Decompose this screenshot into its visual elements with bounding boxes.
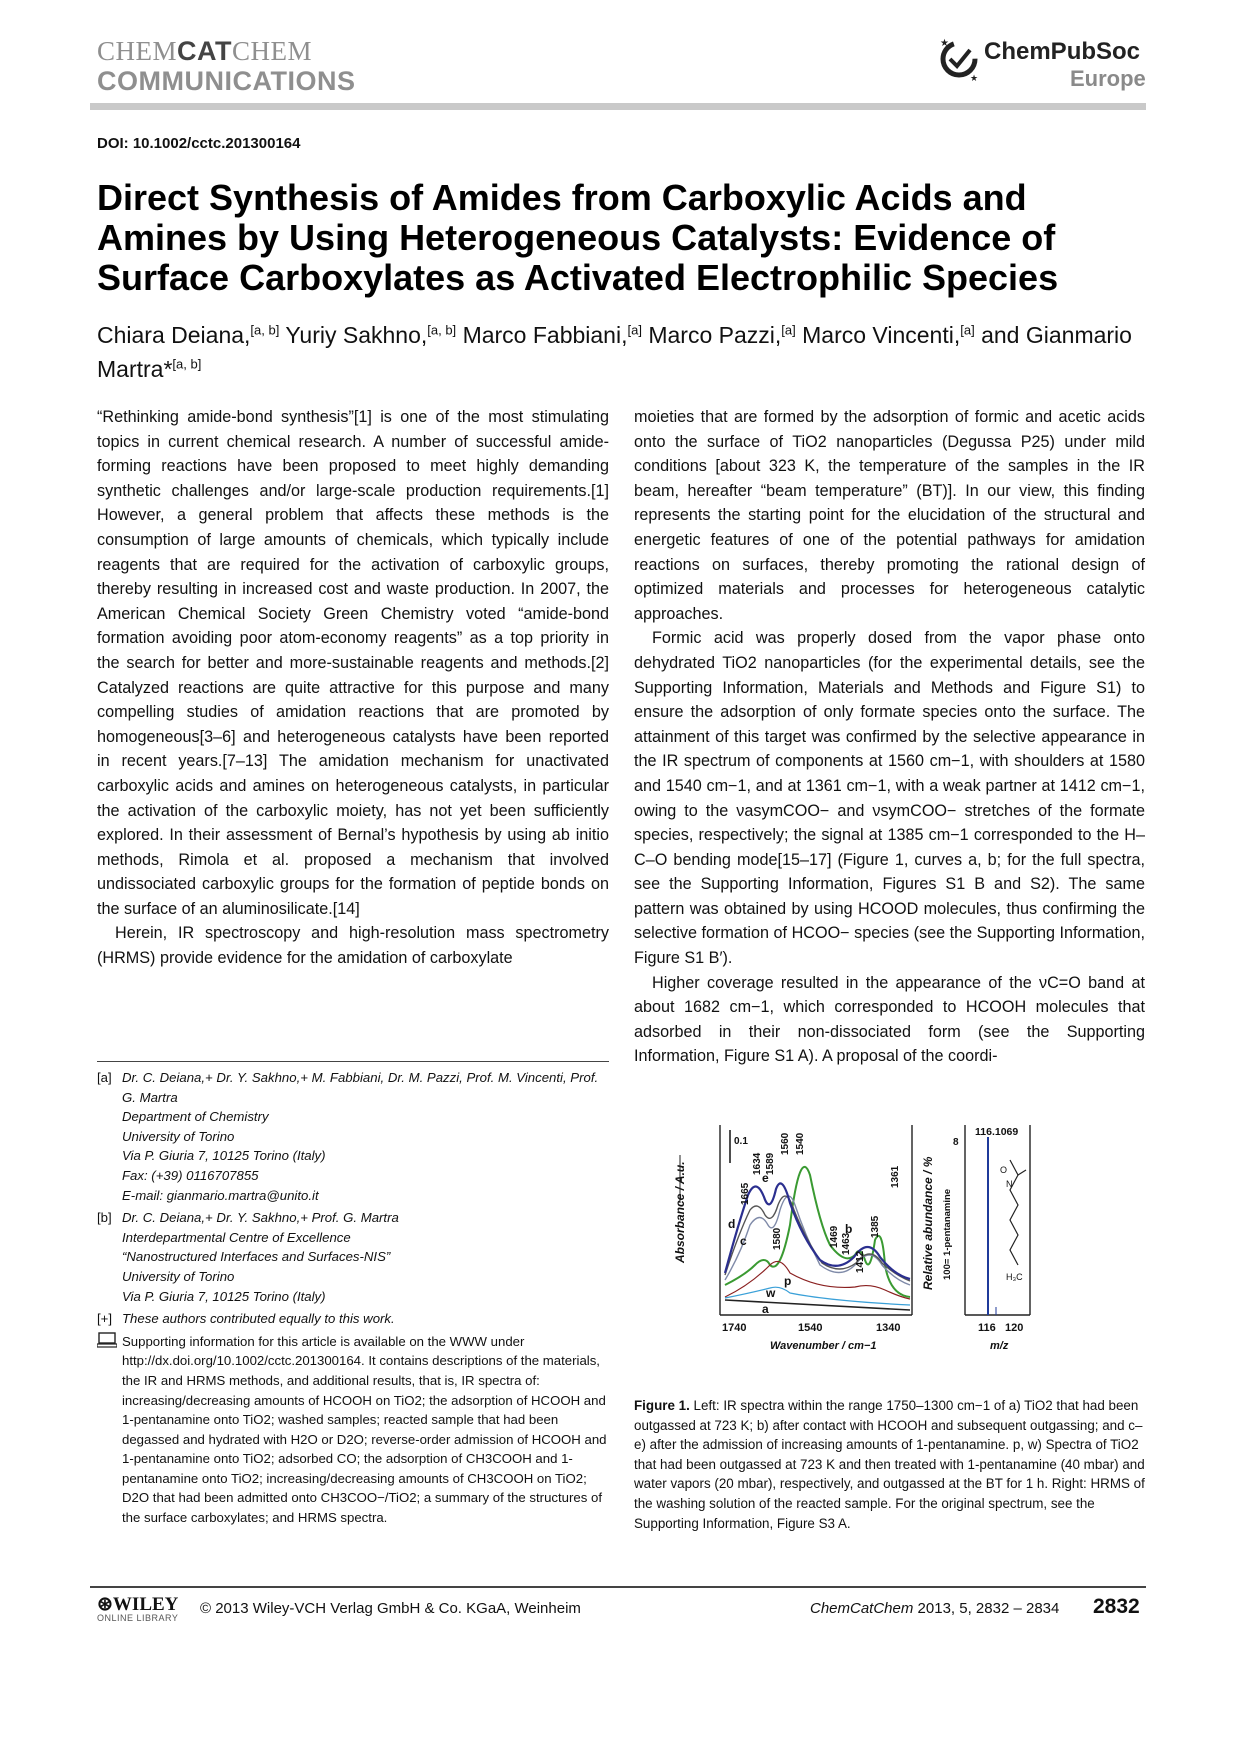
body-right-column	[634, 405, 1145, 1069]
right-y-label: Relative abundance / %	[921, 1156, 935, 1290]
svg-text:★: ★	[970, 73, 979, 83]
author: Marco Fabbiani,[a]	[462, 321, 642, 348]
affiliation-b: [b] Dr. C. Deiana,+ Dr. Y. Sakhno,+ Prof. G. Martra Interdepartmental Centre of Excellence “Nanostructured Interfaces and Surfaces-NIS” University of Torino Via P. Giuria 7, 10125 Torino (Italy)	[97, 1210, 399, 1304]
publisher-logo	[938, 34, 1148, 94]
publisher-name: ChemPubSoc	[984, 38, 1141, 65]
right-y-tick: 8	[953, 1137, 959, 1148]
mass-peak-label: 116.1069	[975, 1126, 1019, 1138]
svg-text:★: ★	[940, 38, 949, 49]
curve-label: a	[762, 1302, 769, 1316]
section-name: COMMUNICATIONS	[97, 66, 356, 96]
x-tick: 1740	[722, 1322, 747, 1334]
svg-text:O: O	[1000, 1165, 1008, 1175]
copyright: © 2013 Wiley-VCH Verlag GmbH & Co. KGaA, Weinheim	[200, 1600, 581, 1617]
author: Marco Pazzi,[a]	[648, 321, 796, 348]
author: Marco Vincenti,[a]	[802, 321, 975, 348]
paragraph: Formic acid was properly dosed from the vapor phase onto dehydrated TiO2 nanoparticles (for the experimental details, see the Supporting Information, Materials and Methods and Figure S1) to ensure the adsorption of only formate species onto the surface. The attainment of this target was confirmed by the selective appearance in the IR spectrum of components at 1560 cm−1, with shoulders at 1580 and 1540 cm−1, and at 1361 cm−1, with a weak partner at 1412 cm−1, owing to the νasymCOO− and νsymCOO− stretches of the formate species, respectively; the signal at 1385 cm−1 corresponded to the H–C–O bending mode[15–17] (Figure 1, curves a, b; for the full spectra, see the Supporting Information, Figures S1 B and S2). The same pattern was obtained by using HCOOD molecules, thus confirming the selective formation of HCOO− species (see the Supporting Information, Figure S1 B′).	[634, 629, 1145, 968]
curve-w	[725, 1287, 910, 1305]
curve-a	[725, 1300, 910, 1310]
peak-label: 1412	[855, 1250, 866, 1273]
curve-label: b	[845, 1222, 853, 1236]
left-y-label: Absorbance / A.u.	[673, 1161, 687, 1263]
peak-label: 1560	[780, 1132, 791, 1155]
curve-label: p	[784, 1274, 792, 1288]
curve-label: d	[728, 1217, 736, 1231]
publisher-logo-icon	[938, 34, 982, 84]
right-x-label: m/z	[990, 1340, 1009, 1352]
equal-contribution-note: [+] These authors contributed equally to this work.	[97, 1311, 395, 1327]
doi[interactable]: DOI: 10.1002/cctc.201300164	[97, 135, 301, 152]
paragraph: Herein, IR spectroscopy and high-resolution mass spectrometry (HRMS) provide evidence for the amidation of carboxylate	[97, 924, 609, 968]
author: Yuriy Sakhno,[a, b]	[285, 321, 457, 348]
caption-text: Left: IR spectra within the range 1750–1300 cm−1 of a) TiO2 that had been outgassed at 723 K; b) after contact with HCOOH and subsequent outgassing; and c–e) after the admission of increasing amounts of 1-pentanamine. p, w) Spectra of TiO2 that had been outgassed at 723 K and then treated with 1-pentanamine (40 mbar) and water vapors (20 mbar), respectively, and outgassed at the BT for 1 h. Right: HRMS of the washing solution of the reacted sample. For the original spectrum, see the Supporting Information, Figure S3 A.	[634, 1398, 1145, 1531]
header-rule	[90, 103, 1146, 110]
peak-label: 1361	[890, 1165, 901, 1188]
curve-label: e	[762, 1171, 769, 1185]
affiliation-a: [a] Dr. C. Deiana,+ Dr. Y. Sakhno,+ M. Fabbiani, Dr. M. Pazzi, Prof. M. Vincenti, Prof. G. Martra Department of Chemistry University of Torino Via P. Giuria 7, 10125 Torino (Italy) Fax: (+39) 0116707855 E-mail: gianmario.martra@unito.it	[97, 1068, 609, 1205]
article-title: Direct Synthesis of Amides from Carboxylic Acids and Amines by Using Heterogeneous Catalysts: Evidence of Surface Carboxylates as Activated Electrophilic Species	[97, 177, 1059, 298]
x-tick: 1540	[798, 1322, 823, 1334]
author: Chiara Deiana,[a, b]	[97, 321, 280, 348]
journal-name: CHEMCATCHEM	[97, 36, 313, 66]
journal-header	[97, 36, 355, 96]
wiley-logo[interactable]: ⊛WILEY ONLINE LIBRARY	[97, 1594, 179, 1623]
scale-label: 0.1	[734, 1136, 748, 1147]
figure-1	[670, 1115, 1140, 1355]
molecule-structure-icon	[1010, 1160, 1026, 1265]
footer-rule	[90, 1586, 1146, 1588]
citation: ChemCatChem 2013, 5, 2832 – 2834	[810, 1600, 1060, 1617]
affiliations	[97, 1068, 609, 1531]
paragraph: Higher coverage resulted in the appearance of the νC=O band at about 1682 cm−1, which corresponded to HCOOH molecules that adsorbed in their non-dissociated form (see the Supporting Information, Figure S1 A). A proposal of the coordi-	[634, 973, 1145, 1066]
supporting-info-note: Supporting information for this article is available on the WWW under http://dx.doi.org/10.1002/cctc.201300164. It contains descriptions of the materials, the IR and HRMS methods, and additional results, that is, IR spectra of: increasing/decreasing amounts of HCOOH on TiO2; the adsorption of HCOOH and 1-pentanamine onto TiO2; washed samples; reacted sample that had been degassed and hydrated with H2O or D2O; reverse-order admission of HCOOH and 1-pentanamine onto TiO2; adsorbed CO; the adsorption of CH3COOH and 1-pentanamine onto TiO2; increasing/decreasing amounts of CH3COOH on TiO2; D2O that had been admitted onto CH3COO−/TiO2; a summary of the structures of the surface carboxylates; and HRMS spectra.	[97, 1332, 609, 1528]
computer-icon	[97, 1332, 117, 1348]
peak-label: 1634	[752, 1152, 763, 1175]
body-left-column	[97, 405, 609, 971]
right-y-label-2: 100= 1-pentanamine	[942, 1188, 953, 1280]
svg-text:N: N	[1006, 1179, 1013, 1189]
wiley-icon: ⊛	[97, 1594, 113, 1615]
author: and Gianmario Martra*[a, b]	[97, 321, 1132, 383]
publisher-sub: Europe	[1070, 66, 1146, 91]
peak-label: 1589	[765, 1152, 776, 1175]
peak-label: 1665	[740, 1182, 751, 1205]
peak-label: 1385	[870, 1215, 881, 1238]
paragraph: “Rethinking amide-bond synthesis”[1] is one of the most stimulating topics in current chemical research. A number of successful amide-forming reactions have been proposed to meet highly demanding synthetic challenges and/or large-scale production requirements.[1] However, a general problem that affects these methods is the consumption of large amounts of chemicals, which typically include reagents that are required for the activation of carboxylic groups, thereby resulting in increased cost and waste production. In 2007, the American Chemical Society Green Chemistry voted “amide-bond formation avoiding poor atom-economy reagents” as a top priority in the search for better and more-sustainable reagents and methods.[2] Catalyzed reactions are quite attractive for this purpose and many compelling studies of amidation reactions that are promoted by homogeneous[3–6] and heterogeneous catalysts have been reported in recent years.[7–13] The amidation mechanism for unactivated carboxylic acids and amines on heterogeneous catalysts, in particular the activation of the carboxylic moiety, has not yet been sufficiently explored. In their assessment of Bernal’s hypothesis by using ab initio methods, Rimola et al. proposed a mechanism that involved undissociated carboxylic groups for the formation of peptide bonds on the surface of an aluminosilicate.[14]	[97, 408, 609, 918]
peak-label: 1463	[841, 1232, 852, 1255]
paragraph: moieties that are formed by the adsorption of formic and acetic acids onto the surface of TiO2 nanoparticles (Degussa P25) under mild conditions [about 323 K, the temperature of the samples in the IR beam, hereafter “beam temperature” (BT)]. In our view, this finding represents the starting point for the elucidation of the structural and energetic features of one of the potential pathways for amidation reactions on surfaces, thereby promoting the rational design of optimized materials and processes for heterogeneous catalytic approaches.	[634, 408, 1145, 623]
peak-label: 1540	[795, 1132, 806, 1155]
figure-caption	[634, 1396, 1145, 1533]
right-x-tick: 120	[1005, 1322, 1024, 1334]
curve-label: w	[766, 1286, 776, 1300]
caption-label: Figure 1.	[634, 1398, 690, 1413]
curve-label: c	[740, 1234, 747, 1248]
right-x-tick: 116	[978, 1322, 996, 1334]
svg-text:H₃C: H₃C	[1006, 1272, 1023, 1282]
affiliation-rule	[97, 1061, 609, 1062]
author-list	[97, 315, 1147, 384]
email-link[interactable]: E-mail: gianmario.martra@unito.it	[122, 1187, 319, 1203]
x-tick: 1340	[876, 1322, 901, 1334]
left-x-label: Wavenumber / cm−1	[770, 1340, 877, 1352]
peak-label: 1580	[772, 1227, 783, 1250]
peak-label: 1469	[829, 1225, 840, 1248]
page-number: 2832	[1093, 1595, 1140, 1618]
